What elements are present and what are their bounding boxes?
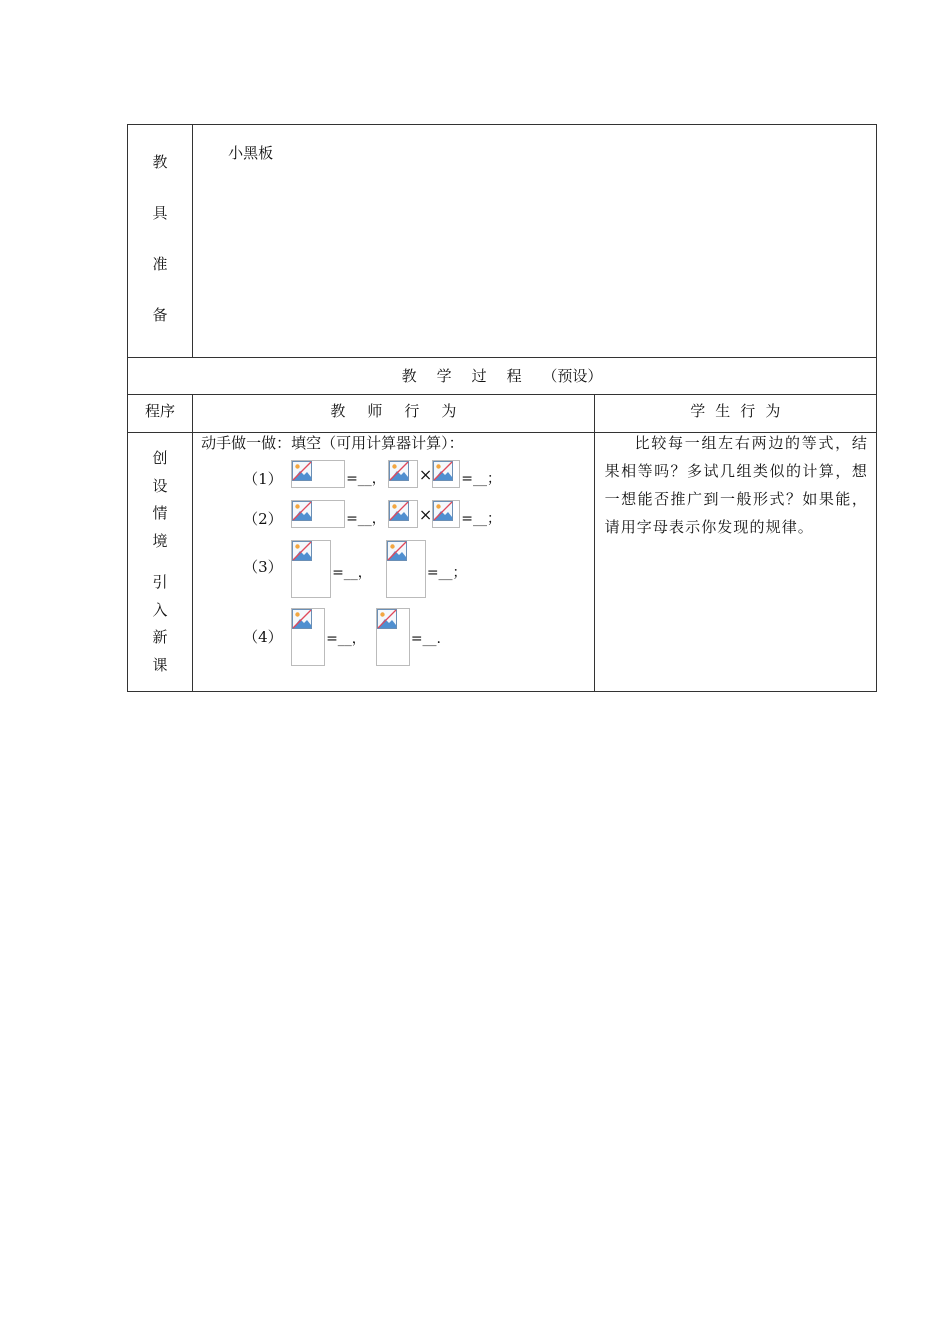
equals-blank: =__，	[326, 631, 366, 647]
header-procedure	[128, 395, 193, 433]
tools-label-char: 教	[152, 153, 168, 171]
formula-image	[376, 608, 410, 666]
title-char: 学	[436, 367, 452, 385]
equals-blank: =__；	[461, 511, 501, 527]
stage-label-char: 设	[152, 476, 168, 495]
stage-label-char: 创	[152, 449, 168, 467]
teacher-activity-cell	[193, 433, 595, 692]
stage-label-char: 境	[152, 531, 168, 550]
formula-image	[388, 460, 418, 488]
equals-blank: =__，	[332, 565, 372, 581]
exercise-item-4	[243, 608, 441, 666]
formula-image	[291, 540, 331, 598]
item-number: （3）	[243, 558, 283, 576]
stage-label-cell	[128, 433, 193, 692]
stage-label-char: 引	[152, 573, 168, 591]
formula-image	[291, 608, 325, 666]
tools-label-char: 备	[152, 306, 168, 324]
item-number: （1）	[243, 470, 283, 488]
header-char: 教	[330, 402, 346, 420]
stage-label-char: 入	[152, 600, 168, 619]
header-char: 行	[404, 402, 420, 420]
item-number: （2）	[243, 510, 283, 528]
stage-label-char: 课	[152, 655, 168, 674]
header-char: 为	[765, 402, 781, 420]
header-char: 师	[367, 402, 383, 420]
title-char: 教	[401, 367, 417, 385]
task-intro: 动手做一做：填空（可用计算器计算）：	[201, 434, 464, 452]
exercise-item-2	[243, 500, 501, 528]
stage-row	[128, 433, 877, 692]
formula-image	[432, 500, 460, 528]
equals-blank: =__；	[426, 565, 467, 581]
title-char: 程	[506, 367, 522, 385]
formula-image	[291, 460, 345, 488]
title-note: （预设）	[542, 367, 603, 385]
times-sign: ×	[418, 465, 433, 484]
header-char: 行	[740, 402, 756, 420]
item-number: （4）	[243, 628, 283, 646]
process-title	[128, 358, 877, 395]
header-teacher	[193, 395, 595, 433]
equals-blank: =__，	[346, 471, 386, 487]
exercise-item-3	[243, 540, 466, 598]
equals-blank: =__，	[346, 511, 386, 527]
header-char: 生	[715, 402, 731, 420]
header-char: 学	[690, 402, 706, 420]
student-activity-cell	[594, 433, 876, 692]
equals-blank: =__；	[461, 471, 501, 487]
stage-label-char: 新	[152, 628, 168, 646]
formula-image	[388, 500, 418, 528]
tools-label-char: 具	[152, 204, 168, 222]
formula-image	[386, 540, 426, 598]
title-char: 过	[471, 367, 487, 385]
formula-image	[291, 500, 345, 528]
equals-blank: =__.	[410, 631, 441, 647]
header-student	[594, 395, 876, 433]
student-activity-text: 比较每一组左右两边的等式，结果相等吗？多试几组类似的计算，想一想能否推广到一般形式？如果能，请用字母表示你发现的规律。	[604, 434, 868, 536]
exercise-item-1	[243, 460, 501, 488]
header-procedure-text: 程序	[145, 402, 176, 420]
header-row	[128, 395, 877, 433]
times-sign: ×	[418, 505, 433, 524]
tools-content-cell	[193, 125, 877, 358]
stage-label-char: 情	[152, 504, 168, 522]
tools-content: 小黑板	[228, 144, 274, 162]
tools-label-cell	[128, 125, 193, 358]
header-char: 为	[441, 402, 457, 420]
formula-image	[432, 460, 460, 488]
process-title-row	[128, 358, 877, 395]
tools-label-char: 准	[152, 255, 168, 273]
lesson-plan-table	[127, 124, 877, 692]
tools-row	[128, 125, 877, 358]
